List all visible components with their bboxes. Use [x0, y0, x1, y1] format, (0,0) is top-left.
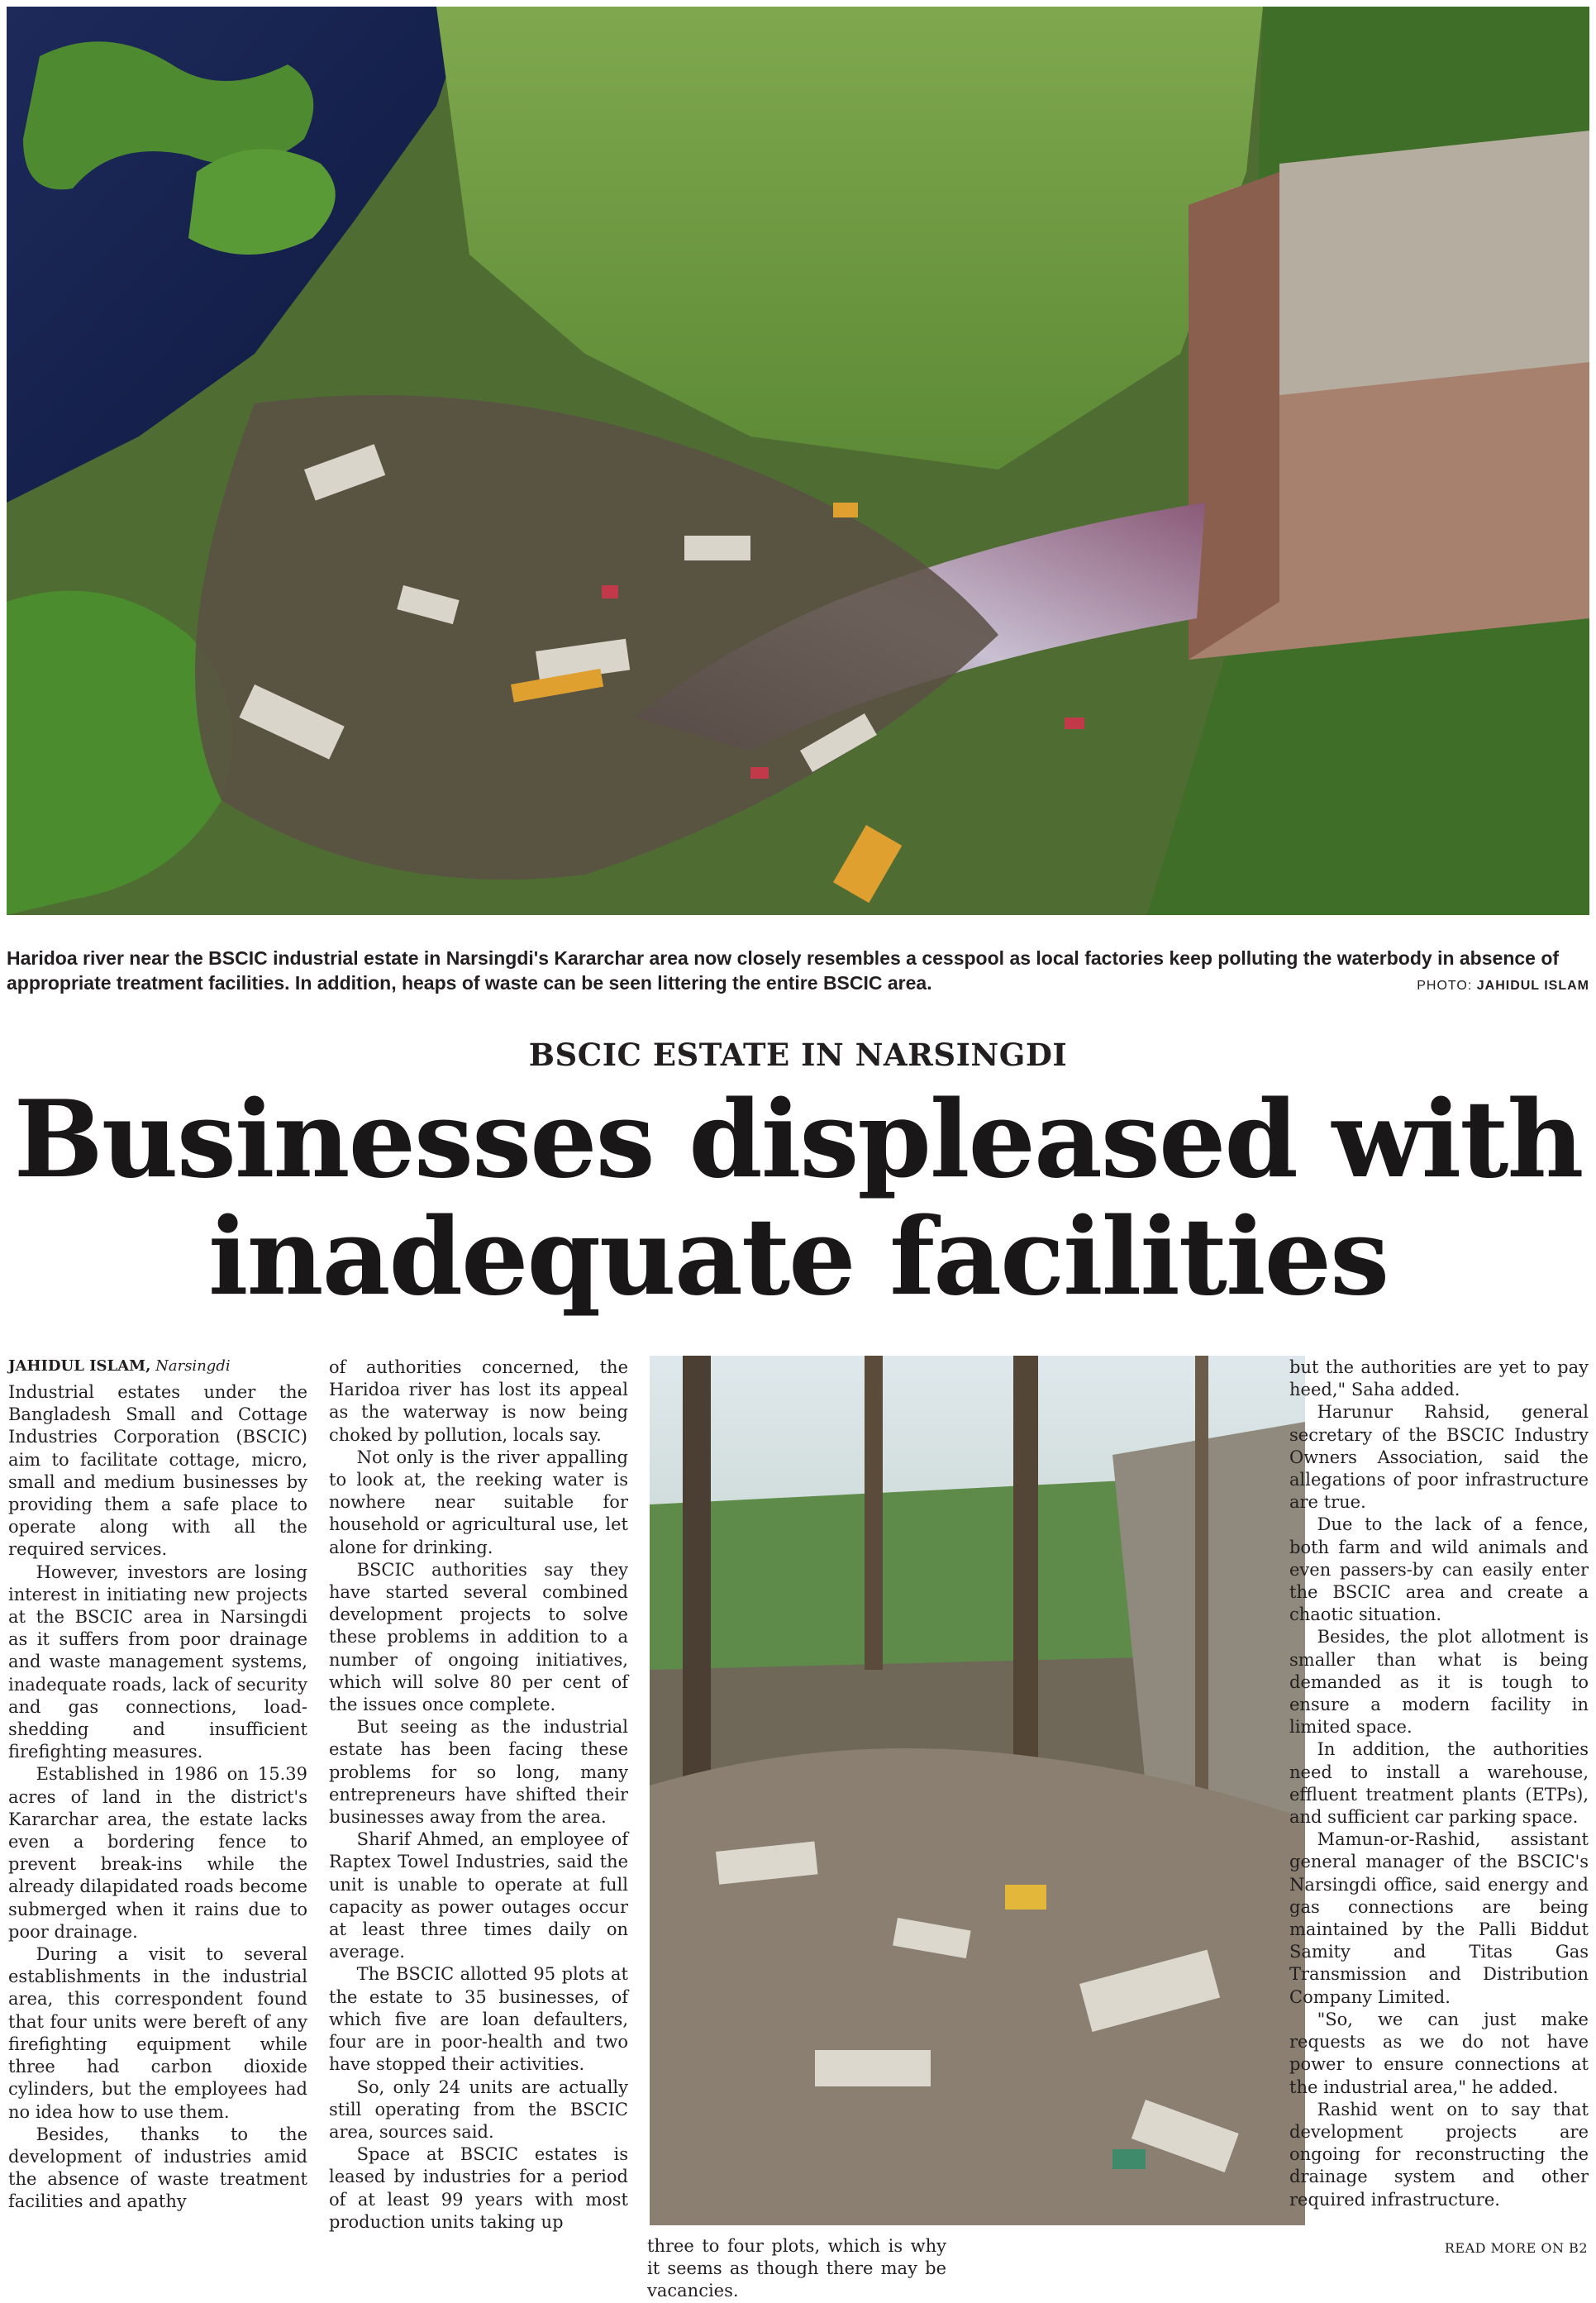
paragraph: Due to the lack of a fence, both farm and wild animals and even passers-by can easily enter the BSCIC area and create a chaotic situation. [1289, 1514, 1589, 1625]
kicker: BSCIC ESTATE IN NARSINGDI [528, 1037, 1068, 1073]
column-1 [8, 1357, 307, 2214]
paragraph: Besides, the plot allotment is smaller than what is being demanded as it is tough to ensure a modern facility in limited space. [1289, 1627, 1589, 1738]
paragraph: In addition, the authorities need to install a warehouse, effluent treatment plants (ETPs), and sufficient car parking space. [1289, 1739, 1589, 1828]
headline [0, 1078, 1596, 1319]
paragraph: Mamun-or-Rashid, assistant general manager of the BSCIC's Narsingdi office, said energy and gas connections are being maintained by the Palli Biddut Samity and Titas Gas Transmission and Distribution Company Limited. [1289, 1829, 1589, 2007]
byline-place: Narsingdi [155, 1357, 231, 1375]
headline-line-1: Businesses displeased with [13, 1078, 1583, 1202]
paragraph: Harunur Rahsid, general secretary of the BSCIC Industry Owners Association, said the allegations of poor infrastructure are true. [1289, 1402, 1589, 1513]
waste-heap-photo [650, 1356, 1305, 2225]
paragraph: Besides, thanks to the development of industries amid the absence of waste treatment facilities and apathy [8, 2124, 307, 2212]
paragraph: "So, we can just make requests as we do not have power to ensure connections at the industrial area," he added. [1289, 2009, 1589, 2097]
paragraph: During a visit to several establishments in the industrial area, this correspondent found that four units were bereft of any firefighting equipment while three had carbon dioxide cylinders, but the employees had no idea how to use them. [8, 1944, 307, 2122]
paragraph: BSCIC authorities say they have started several combined development projects to solve these problems in addition to a number of ongoing initiatives, which will solve 80 per cent of the issues once complete. [329, 1559, 628, 1715]
paragraph: So, only 24 units are actually still operating from the BSCIC area, sources said. [329, 2077, 628, 2142]
column-3 [647, 2235, 946, 2303]
read-more-link[interactable]: READ MORE ON B2 [1444, 2240, 1588, 2256]
photo-credit [1417, 979, 1589, 994]
headline-line-2: inadequate facilities [207, 1195, 1389, 1319]
paragraph: Sharif Ahmed, an employee of Raptex Towel Industries, said the unit is unable to operate at full capacity as power outages occur at least three times daily on average. [329, 1829, 628, 1962]
river-waste-photo [7, 7, 1589, 915]
photo-caption: Haridoa river near the BSCIC industrial estate in Narsingdi's Kararchar area now closely resembles a cesspool as local factories keep polluting the waterbody in absence of appropriate treatment facilities. In addition, heaps of waste can be seen littering the entire BSCIC area. [7, 947, 1560, 994]
paragraph: Space at BSCIC estates is leased by industries for a period of at least 99 years with most production units taking up [329, 2144, 628, 2232]
paragraph: of authorities concerned, the Haridoa river has lost its appeal as the waterway is now being choked by pollution, locals say. [329, 1357, 628, 1445]
column-5 [1289, 1357, 1589, 2211]
photo-credit-prefix: PHOTO: [1417, 979, 1473, 993]
paragraph: Established in 1986 on 15.39 acres of land in the district's Kararchar area, the estate lacks even a bordering fence to prevent break-ins while the already dilapidated roads become submerged when it rains due to poor drainage. [8, 1764, 307, 1942]
byline [8, 1357, 307, 1376]
byline-name: JAHIDUL ISLAM, [8, 1357, 151, 1375]
photo-credit-name: JAHIDUL ISLAM [1476, 979, 1589, 993]
paragraph: but the authorities are yet to pay heed," Saha added. [1289, 1357, 1589, 1400]
paragraph: However, investors are losing interest in initiating new projects at the BSCIC area in Narsingdi as it suffers from poor drainage and waste management systems, inadequate roads, lack of security and gas connections, load-shedding and insufficient firefighting measures. [8, 1562, 307, 1762]
paragraph: Rashid went on to say that development projects are ongoing for reconstructing the drainage system and other required infrastructure. [1289, 2099, 1589, 2210]
paragraph: But seeing as the industrial estate has been facing these problems for so long, many entrepreneurs have shifted their businesses away from the area. [329, 1717, 628, 1828]
paragraph: Not only is the river appalling to look at, the reeking water is nowhere near suitable for household or agricultural use, let alone for drinking. [329, 1447, 628, 1557]
paragraph: Industrial estates under the Bangladesh Small and Cottage Industries Corporation (BSCIC) aim to facilitate cottage, micro, small and medium businesses by providing them a safe place to operate along with all the required services. [8, 1382, 307, 1560]
paragraph: The BSCIC allotted 95 plots at the estate to 35 businesses, of which five are loan defaulters, four are in poor-health and two have stopped their activities. [329, 1964, 628, 2075]
paragraph: three to four plots, which is why it seems as though there may be vacancies. [647, 2236, 946, 2301]
column-2 [329, 1357, 628, 2234]
